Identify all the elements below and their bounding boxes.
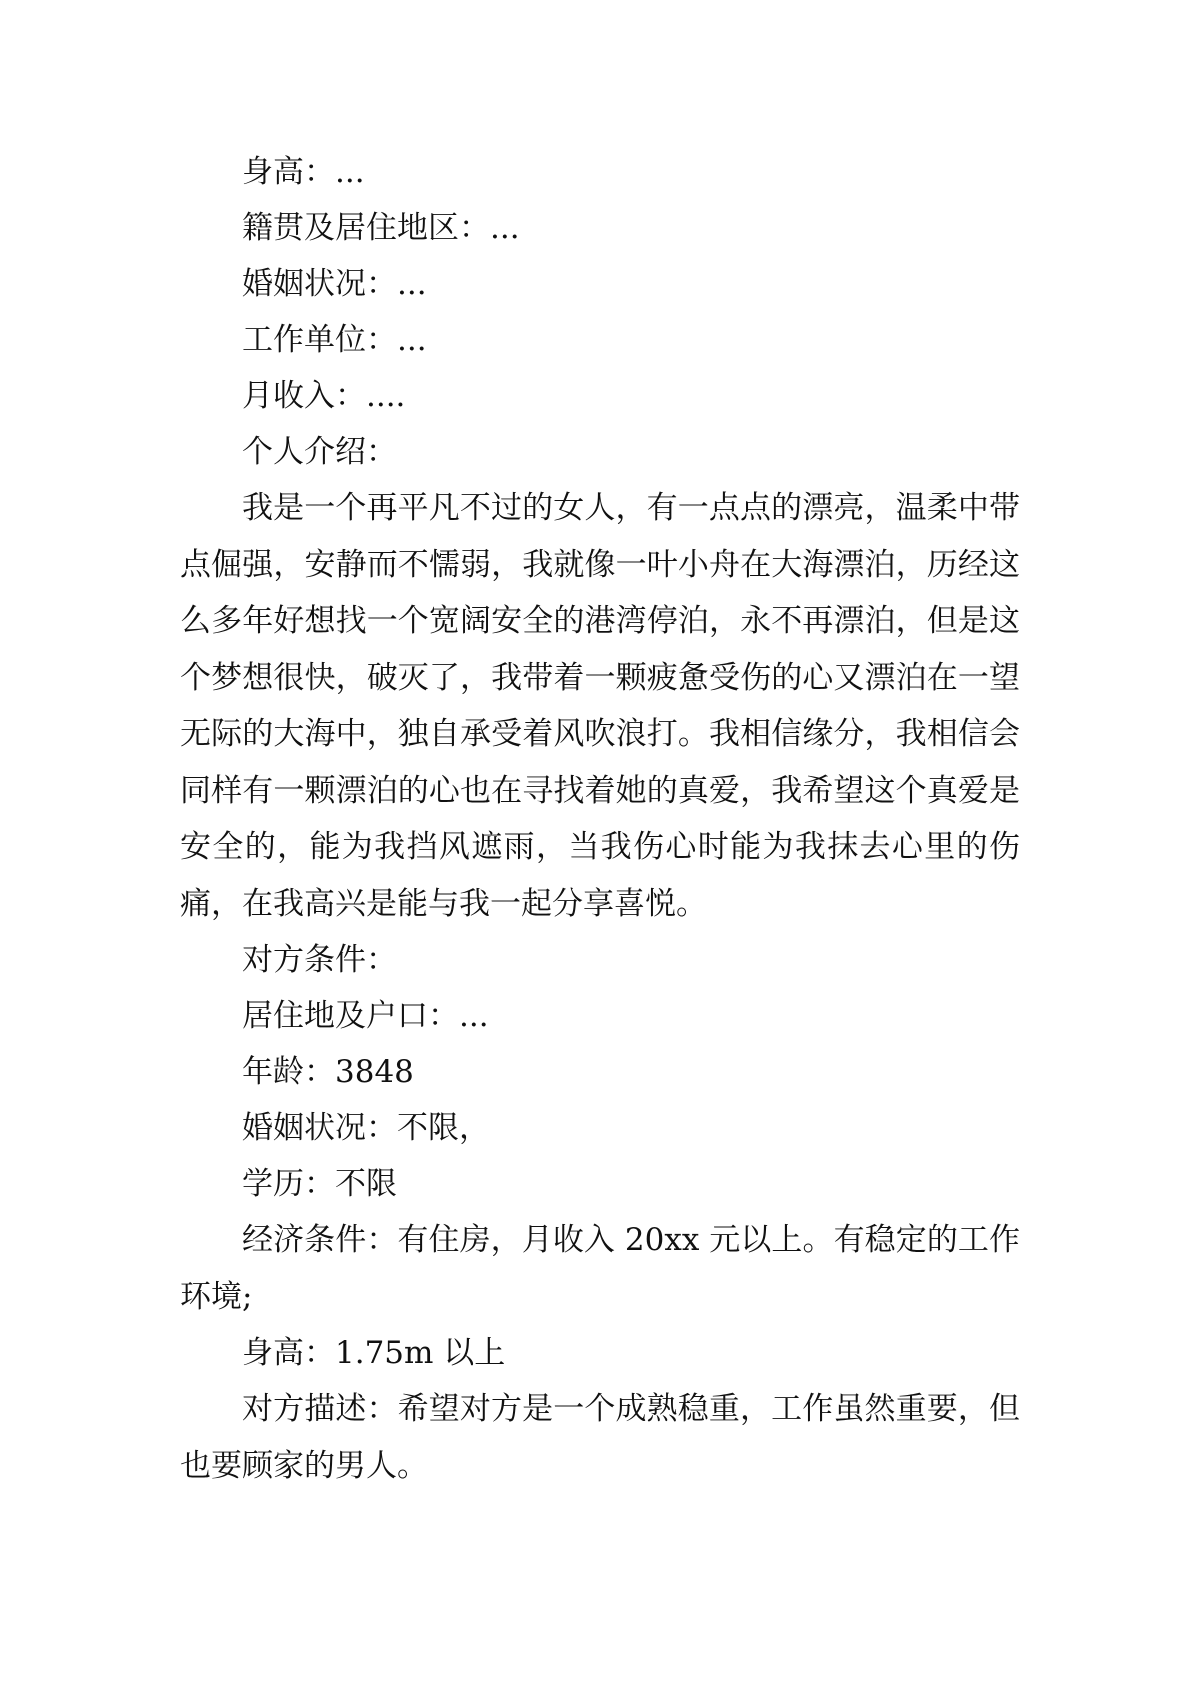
profile-height: 身高：... (242, 154, 365, 190)
profile-employer: 工作单位：... (242, 322, 427, 358)
requirement-economic: 经济条件：有住房，月收入 20xx 元以上。有稳定的工作环境; (180, 1222, 1020, 1315)
intro-paragraph: 我是一个再平凡不过的女人，有一点点的漂亮，温柔中带点倔强，安静而不懦弱，我就像一叶小舟在大海漂泊，历经这么多年好想找一个宽阔安全的港湾停泊，永不再漂泊，但是这个梦想很快，破灭了，我带着一颗疲惫受伤的心又漂泊在一望无际的大海中，独自承受着风吹浪打。我相信缘分，我相信会同样有一颗漂泊的心也在寻找着她的真爱，我希望这个真爱是安全的，能为我挡风遮雨，当我伤心时能为我抹去心里的伤痛，在我高兴是能与我一起分享喜悦。 (180, 490, 1020, 922)
profile-hometown: 籍贯及居住地区：... (242, 210, 520, 246)
requirement-description: 对方描述：希望对方是一个成熟稳重，工作虽然重要，但也要顾家的男人。 (180, 1391, 1020, 1484)
requirement-education: 学历：不限 (242, 1166, 397, 1202)
profile-income: 月收入：.... (242, 378, 406, 414)
profile-marital-status: 婚姻状况：... (242, 266, 427, 302)
requirement-age: 年龄：3848 (242, 1054, 414, 1090)
document-body (180, 144, 1020, 1494)
intro-heading: 个人介绍： (242, 434, 397, 470)
requirement-marital-status: 婚姻状况：不限， (242, 1110, 490, 1146)
requirement-residence: 居住地及户口：... (242, 998, 489, 1034)
requirements-heading: 对方条件： (242, 942, 397, 978)
requirement-height: 身高：1.75m 以上 (242, 1335, 506, 1371)
